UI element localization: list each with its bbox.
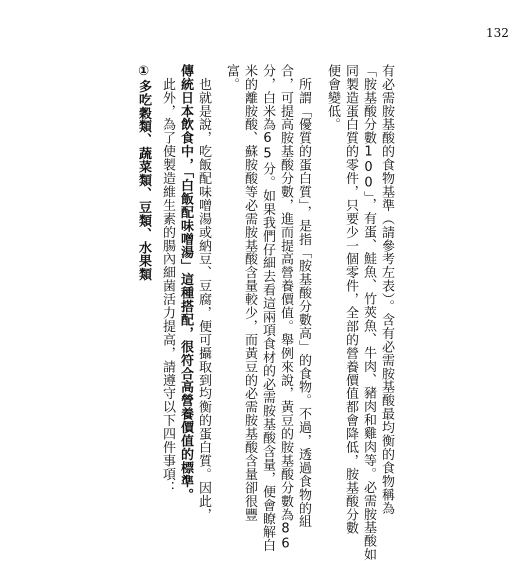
text-column-3: 同製造蛋白質的零件，只要少一個零件，全部的營養價值都會降低，胺基酸分數 [343, 64, 358, 535]
text-column-8: 米的離胺酸、蘇胺酸等必需胺基酸含量較少，而黃豆的必需胺基酸含量卻很豐 [242, 64, 257, 522]
text-column-6: 合，可提高胺基酸分數，進而提高營養價值。舉例來說，黃豆的胺基酸分數為86 [278, 64, 293, 553]
text-column-10: 也就是說，吃飯配味噌湯或納豆、豆腐，便可攝取到均衡的蛋白質。因此， [196, 64, 211, 522]
text-column-7: 分，白米為65分。如果我們仔細去看這兩項食材的必需胺基酸含量，便會瞭解白 [260, 64, 275, 553]
list-item-1-heading: ①多吃穀類、蔬菜類、豆類、水果類 [136, 64, 151, 282]
text-column-9: 富。 [224, 64, 239, 91]
text-column-12: 此外，為了使製造維生素的腸內細菌活力提高，請遵守以下四件事項： [160, 64, 175, 495]
text-column-4: 便會變低。 [325, 64, 340, 132]
text-column-11-emphasis: 傳統日本飲食中，「白飯配味噌湯」這種搭配，很符合高營養價值的標準。 [178, 64, 193, 502]
page-number: 132 [486, 26, 509, 40]
text-column-2: 「胺基酸分數100」，有蛋、鮭魚、竹莢魚、牛肉、豬肉和雞肉等。必需胺基酸如 [361, 64, 376, 561]
text-column-1: 有必需胺基酸的食物基準（請參考左表）。含有必需胺基酸最均衡的食物稱為 [379, 64, 394, 515]
text-column-5: 所謂「優質的蛋白質」，是指「胺基酸分數高」的食物。不過，透過食物的組 [296, 64, 311, 529]
